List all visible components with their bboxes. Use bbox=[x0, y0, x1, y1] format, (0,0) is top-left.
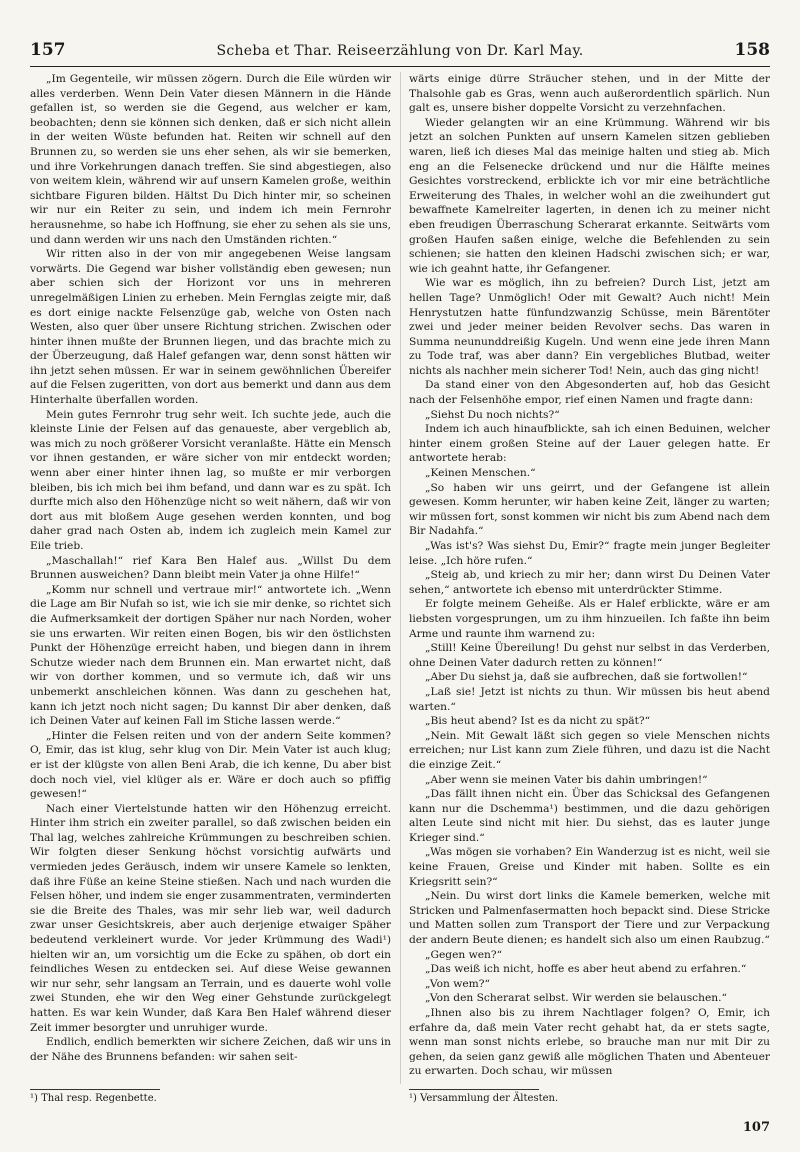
paragraph: „Steig ab, und kriech zu mir her; dann wirst Du Deinen Vater sehen,“ antwortete ich ebenso mit unterdrückter Stimme. bbox=[409, 568, 770, 596]
paragraph: „Was ist's? Was siehst Du, Emir?“ fragte mein junger Begleiter leise. „Ich höre rufen.“ bbox=[409, 539, 770, 567]
paragraph: „Gegen wen?“ bbox=[425, 947, 503, 961]
paragraph: „Aber Du siehst ja, daß sie aufbrechen, daß sie fortwollen!“ bbox=[425, 670, 748, 684]
paragraph: „Hinter die Felsen reiten und von der andern Seite kommen? O, Emir, das ist klug, sehr klug von Dir. Mein Vater ist auch klug; er ist der klügste von allen Beni Arab, die ich kenne, Du aber bist doch noch viel, viel klüger als er. Wäre er doch auch so pfiffig gewesen!“ bbox=[30, 728, 391, 801]
paragraph: Er folgte meinem Geheiße. Als er Halef erblickte, wäre er am liebsten vorgesprungen, um zu ihm hinzueilen. Ich faßte ihn beim Arme und raunte ihm warnend zu: bbox=[409, 597, 770, 640]
page-header bbox=[30, 40, 770, 67]
left-text-column bbox=[30, 72, 391, 1082]
page-number-right: 158 bbox=[734, 40, 770, 60]
paragraph: „Komm nur schnell und vertraue mir!“ antwortete ich. „Wenn die Lage am Bir Nufah so ist, wie ich sie mir denke, so richtet sich die Aufmerksamkeit der dortigen Späher nur nach Norden, woher sie uns erwarten. Wir reiten einen Bogen, bis wir den östlichsten Punkt der Höhenzüge erreicht haben, und biegen dann in ihrem Schutze wieder nach dem Brunnen ein. Man erwartet nicht, daß wir von dorther kommen, und so vermute ich, daß wir uns unbemerkt anschleichen können. Was dann zu geschehen hat, kann ich jetzt noch nicht sagen; Du kannst Dir aber denken, daß ich Deinen Vater auf keinen Fall im Stiche lassen werde.“ bbox=[30, 582, 391, 728]
paragraph: „Laß sie! Jetzt ist nichts zu thun. Wir müssen bis heut abend warten.“ bbox=[409, 684, 770, 713]
running-title: Scheba et Thar. Reiseerzählung von Dr. Karl May. bbox=[216, 43, 584, 59]
paragraph: „Maschallah!“ rief Kara Ben Halef aus. „Willst Du dem Brunnen ausweichen? Dann bleibt mein Vater ja ohne Hilfe!“ bbox=[30, 553, 391, 582]
paragraph: „Nein. Mit Gewalt läßt sich gegen so viele Menschen nichts erreichen; nur List kann zum Ziele führen, und dazu ist die Nacht die einzige Zeit.“ bbox=[409, 728, 770, 771]
paragraph: „Aber wenn sie meinen Vater bis dahin umbringen!“ bbox=[425, 772, 708, 786]
paragraph: „Von wem?“ bbox=[425, 976, 490, 990]
paragraph: Wir ritten also in der von mir angegebenen Weise langsam vorwärts. Die Gegend war bisher vollständig eben gewesen; nun aber schien sich der Horizont vor uns in mehreren unregelmäßigen Linien zu erheben. Mein Fernglas zeigte mir, daß es dort einige nackte Felsenzüge gab, welche von Osten nach Westen, also quer über unsere Richtung strichen. Zwischen oder hinter ihnen mußte der Brunnen liegen, und das brachte mich zu der Überzeugung, daß Halef gefangen war, denn sonst hätten wir ihn jetzt sehen müssen. Er war in seinem gewöhnlichen Übereifer auf die Felsen zugeritten, von dort aus bemerkt und dann aus dem Hinterhalte überfallen worden. bbox=[30, 247, 391, 407]
paragraph: „Nein. Du wirst dort links die Kamele bemerken, welche mit Stricken und Palmenfasermatten hoch bepackt sind. Diese Stricke und Matten sollen zum Transport der Tiere und zur Verpackung der andern Beute dienen; es handelt sich also um einen Raubzug.“ bbox=[409, 889, 770, 947]
paragraph: „Still! Keine Übereilung! Du gehst nur selbst in das Verderben, ohne Deinen Vater dadurch retten zu können!“ bbox=[409, 641, 770, 669]
footnote-left: ¹) Thal resp. Regenbette. bbox=[30, 1093, 157, 1104]
paragraph: „Ihnen also bis zu ihrem Nachtlager folgen? O, Emir, ich erfahre da, daß mein Vater recht gehabt hat, da er stets sagte, wenn man sonst nichts erlebe, so brauche man nur mit Dir zu gehen, da seien ganz gewiß alle möglichen Thaten und Abenteuer zu erwarten. Doch schau, wir müssen bbox=[409, 1006, 770, 1078]
footnote-rule-right bbox=[409, 1089, 539, 1090]
paragraph: Wie war es möglich, ihn zu befreien? Durch List, jetzt am hellen Tage? Unmöglich! Oder mit Gewalt? Auch nicht! Mein Henrystutzen hatte fünfundzwanzig Schüsse, mein Bärentöter zwei und jeder meiner beiden Revolver sechs. Das waren in Summa neununddreißig Kugeln. Und wenn eine jede ihren Mann zu Tode traf, was aber dann? Ein vergebliches Blutbad, weiter nichts als nachher mein sicherer Tod! Nein, auch das ging nicht! bbox=[409, 276, 770, 377]
paragraph: Indem ich auch hinaufblickte, sah ich einen Beduinen, welcher hinter einem großen Steine auf der Lauer gelegen hatte. Er antwortete herab: bbox=[409, 422, 770, 465]
column-divider bbox=[400, 72, 401, 1084]
paragraph: Mein gutes Fernrohr trug sehr weit. Ich suchte jede, auch die kleinste Linie der Felsen auf das genaueste, aber vergeblich ab, was mich zu noch größerer Vorsicht veranlaßte. Hätte ein Mensch vor ihnen gestanden, er wäre sicher von mir entdeckt worden; wenn aber einer hinter ihnen lag, so mußte er mir verborgen bleiben, bis ich mich bei ihm befand, und dann war es zu spät. Ich durfte mich also den Höhenzüge nicht so weit nähern, daß wir von dort aus mit bloßem Auge gesehen werden konnten, und bog daher grad nach Osten ab, indem ich zugleich mein Kamel zur Eile trieb. bbox=[30, 407, 391, 552]
folio-number: 107 bbox=[742, 1120, 770, 1135]
paragraph: „Bis heut abend? Ist es da nicht zu spät?“ bbox=[425, 714, 651, 728]
page-number-left: 157 bbox=[30, 40, 66, 60]
footnote-right: ¹) Versammlung der Ältesten. bbox=[409, 1093, 559, 1104]
footnote-rule-left bbox=[30, 1089, 160, 1090]
paragraph: „Von den Scherarat selbst. Wir werden sie belauschen.“ bbox=[425, 991, 727, 1005]
paragraph: „Das fällt ihnen nicht ein. Über das Schicksal des Gefangenen kann nur die Dschemma¹) bestimmen, und die dazu gehörigen alten Leute sind nicht mit hier. Du siehst, das es lauter junge Krieger sind.“ bbox=[409, 787, 770, 844]
paragraph: „Keinen Menschen.“ bbox=[425, 466, 536, 480]
paragraph: Endlich, endlich bemerkten wir sichere Zeichen, daß wir uns in der Nähe des Brunnens befanden: wir sahen seit- bbox=[30, 1035, 391, 1063]
paragraph: „Im Gegenteile, wir müssen zögern. Durch die Eile würden wir alles verderben. Wenn Dein Vater diesen Männern in die Hände gefallen ist, so werden sie die Gegend, aus welcher er kam, beobachten; denn sie können sich denken, daß er sich nicht allein in der weiten Wüste befunden hat. Reiten wir schnell auf den Brunnen zu, so werden sie uns eher sehen, als wir sie bemerken, und ihre Vorkehrungen danach treffen. Sie sind abgestiegen, also von weitem klein, während wir auf unsern Kamelen große, weithin sichtbare Figuren bilden. Hältst Du Dich hinter mir, so scheinen wir nur ein Reiter zu sein, und indem ich mein Fernrohr herausnehme, so habe ich Hoffnung, sie eher zu sehen als sie uns, und dann werden wir uns nach den Umständen richten.“ bbox=[30, 72, 391, 246]
paragraph: Nach einer Viertelstunde hatten wir den Höhenzug erreicht. Hinter ihm strich ein zweiter parallel, so daß zwischen beiden ein Thal lag, welches zahlreiche Krümmungen zu beschreiben schien. Wir folgten dieser Senkung höchst vorsichtig aufwärts und vermieden jedes Geräusch, indem wir unsere Kamele so lenkten, daß ihre Füße an keine Steine stießen. Nach und nach wurden die Felsen höher, und indem sie enger zusammentraten, verminderten sie die Breite des Thales, was mir sehr lieb war, weil dadurch zwar unser Gesichtskreis, aber auch derjenige etwaiger Späher bedeutend verkleinert wurde. Vor jeder Krümmung des Wadi¹) hielten wir an, um vorsichtig um die Ecke zu spähen, ob dort ein feindliches Wesen zu entdecken sei. Auf diese Weise gewannen wir nur sehr, sehr langsam an Terrain, und es dauerte wohl volle zwei Stunden, ehe wir den Weg einer Gehstunde zurückgelegt hatten. Es war kein Wunder, daß Kara Ben Halef während dieser Zeit immer besorgter und unruhiger wurde. bbox=[30, 801, 391, 1034]
paragraph-continuation: wärts einige dürre Sträucher stehen, und in der Mitte der Thalsohle gab es Gras, wenn auch außerordentlich spärlich. Nun galt es, unsere bisher doppelte Vorsicht zu verzehnfachen. bbox=[409, 72, 770, 115]
right-text-column bbox=[409, 72, 770, 1082]
paragraph: „So haben wir uns geirrt, und der Gefangene ist allein gewesen. Komm herunter, wir haben keine Zeit, länger zu warten; wir müssen fort, sonst kommen wir nicht bis zum Abend nach dem Bir Nadahfa.“ bbox=[409, 480, 770, 538]
paragraph: Wieder gelangten wir an eine Krümmung. Während wir bis jetzt an solchen Punkten auf unsern Kamelen sitzen geblieben waren, ließ ich dieses Mal das meinige halten und stieg ab. Mich eng an die Felsenecke drückend und nur die Hälfte meines Gesichtes vorstreckend, erblickte ich vor mir eine beträchtliche Erweiterung des Thales, in welcher wohl an die zweihundert gut bewaffnete Kamelreiter lagerten, in denen ich zu meiner nicht eben freudigen Überraschung Scherarat erkannte. Seitwärts vom großen Haufen saßen einige, welche die Befehlenden zu sein schienen; sie hatten den kleinen Hadschi zwischen sich; er war, wie ich geahnt hatte, ihr Gefangener. bbox=[409, 115, 770, 275]
paragraph: Da stand einer von den Abgesonderten auf, hob das Gesicht nach der Felsenhöhe empor, rief einen Namen und fragte dann: bbox=[409, 378, 770, 407]
paragraph: „Siehst Du noch nichts?“ bbox=[425, 407, 560, 421]
paragraph: „Das weiß ich nicht, hoffe es aber heut abend zu erfahren.“ bbox=[425, 962, 747, 976]
paragraph: „Was mögen sie vorhaben? Ein Wanderzug ist es nicht, weil sie keine Frauen, Greise und Kinder mit haben. Sollte es ein Kriegsritt sein?“ bbox=[409, 845, 770, 888]
